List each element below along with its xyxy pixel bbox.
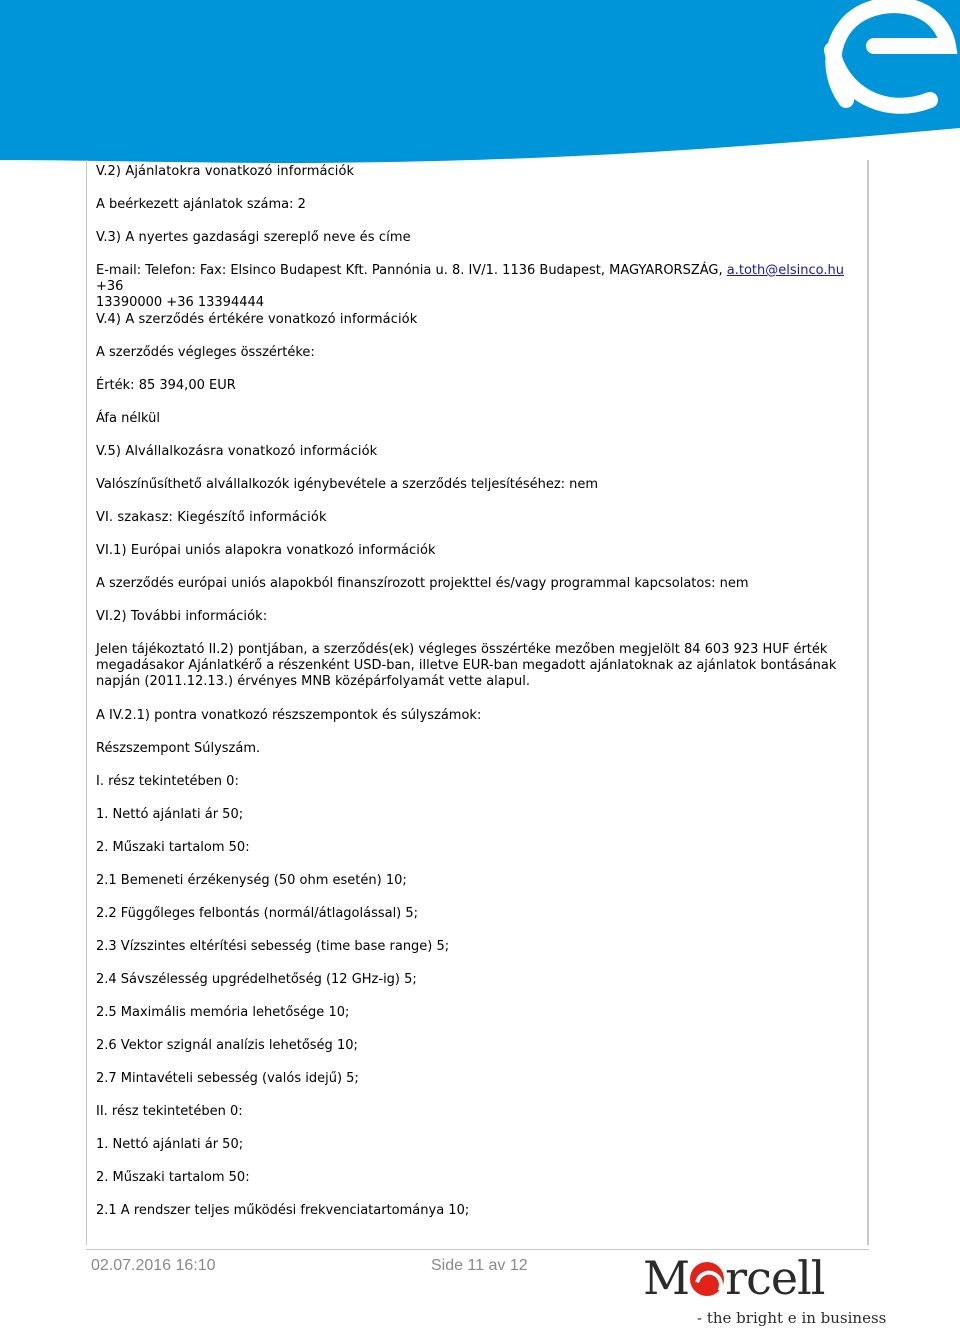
phone-numbers: 13390000 +36 13394444 — [96, 295, 265, 310]
logo-e-mark-icon — [690, 1262, 724, 1296]
footer-divider — [86, 1249, 869, 1250]
text-line: 2.6 Vektor szignál analízis lehetőség 10; — [96, 1038, 358, 1053]
logo-letter-m: M — [643, 1251, 690, 1305]
text-line: I. rész tekintetében 0: — [96, 774, 239, 789]
logo-letters-rcell: rcell — [725, 1251, 825, 1305]
contact-text: E-mail: Telefon: Fax: Elsinco Budapest Kft. Pannónia u. 8. IV/1. 1136 Budapest, MAGYARORSZÁG, — [96, 263, 727, 278]
logo-tagline: - the bright e in business — [697, 1309, 887, 1327]
section-heading: VI.1) Európai uniós alapokra vonatkozó információk — [96, 543, 436, 558]
text-line: 1. Nettó ajánlati ár 50; — [96, 807, 244, 822]
text-line: 2.1 A rendszer teljes működési frekvenciatartománya 10; — [96, 1203, 470, 1218]
text-line: 1. Nettó ajánlati ár 50; — [96, 1137, 244, 1152]
text-line: 2.7 Mintavételi sebesség (valós idejű) 5; — [96, 1071, 359, 1086]
logo-wordmark — [643, 1252, 825, 1304]
page-frame-left — [86, 160, 87, 1245]
text-line: 2. Műszaki tartalom 50: — [96, 1170, 250, 1185]
winner-contact — [96, 263, 856, 311]
text-line: 2.4 Sávszélesség upgrédelhetőség (12 GHz-ig) 5; — [96, 972, 417, 987]
text-line: A szerződés európai uniós alapokból finanszírozott projekttel és/vagy programmal kapcsolatos: nem — [96, 576, 749, 591]
section-heading: V.5) Alvállalkozásra vonatkozó információk — [96, 444, 378, 459]
text-line: A beérkezett ajánlatok száma: 2 — [96, 197, 306, 212]
phone-prefix: +36 — [96, 279, 124, 294]
paragraph: Jelen tájékoztató II.2) pontjában, a szerződés(ek) végleges összértéke mezőben megjelölt 84 603 923 HUF érték megadásakor Ajánlatkérő a részenként USD-ban, illetve EUR-ban megadott ajánlatoknak az ajánlatok bontásának napján (2011.12.13.) érvényes MNB középárfolyamát vette alapul. — [96, 642, 837, 689]
marcell-logo — [643, 1251, 887, 1327]
section-heading: V.4) A szerződés értékére vonatkozó információk — [96, 312, 418, 327]
text-line: Valószínűsíthető alvállalkozók igénybevétele a szerződés teljesítéséhez: nem — [96, 477, 599, 492]
text-line: 2.5 Maximális memória lehetősége 10; — [96, 1005, 350, 1020]
footer-page-number: Side 11 av 12 — [431, 1257, 528, 1274]
footer-date: 02.07.2016 16:10 — [91, 1257, 216, 1274]
section-heading: VI.2) További információk: — [96, 609, 268, 624]
text-line: Részszempont Súlyszám. — [96, 741, 261, 756]
text-line: 2.2 Függőleges felbontás (normál/átlagolással) 5; — [96, 906, 419, 921]
section-heading: V.3) A nyertes gazdasági szereplő neve és címe — [96, 230, 411, 245]
text-line: 2.3 Vízszintes eltérítési sebesség (time base range) 5; — [96, 939, 450, 954]
section-heading: VI. szakasz: Kiegészítő információk — [96, 510, 327, 525]
text-line: II. rész tekintetében 0: — [96, 1104, 243, 1119]
email-link[interactable]: a.toth@elsinco.hu — [726, 263, 844, 278]
text-line: Áfa nélkül — [96, 411, 160, 426]
header-banner — [0, 0, 960, 165]
text-line: 2. Műszaki tartalom 50: — [96, 840, 250, 855]
text-line: A szerződés végleges összértéke: — [96, 345, 315, 360]
text-line: A IV.2.1) pontra vonatkozó részszempontok és súlyszámok: — [96, 708, 482, 723]
text-line: 2.1 Bemeneti érzékenység (50 ohm esetén) 10; — [96, 873, 407, 888]
page-frame-right — [867, 160, 869, 1245]
text-line: Érték: 85 394,00 EUR — [96, 378, 236, 393]
section-heading: V.2) Ajánlatokra vonatkozó információk — [96, 164, 355, 179]
